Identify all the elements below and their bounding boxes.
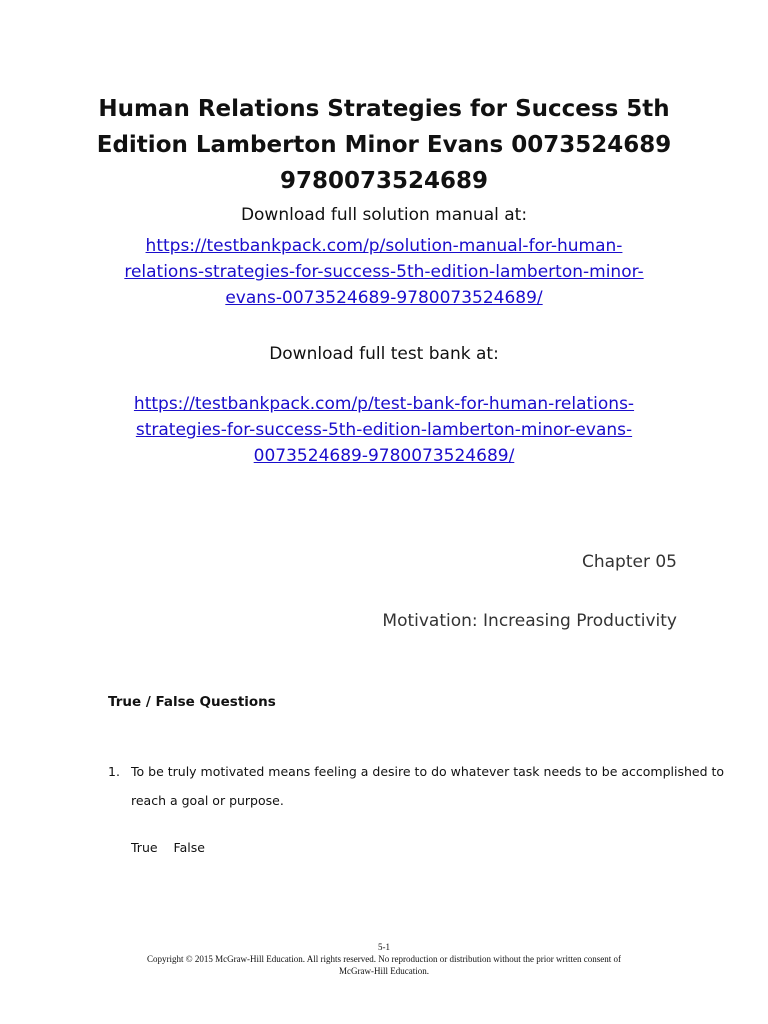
testbank-link-line[interactable]: 0073524689-9780073524689/: [253, 446, 515, 466]
test-bank-caption: Download full test bank at:: [269, 344, 499, 364]
option-true: True: [131, 840, 158, 855]
testbank-link-line[interactable]: strategies-for-success-5th-edition-lamberton-minor-evans-: [135, 420, 633, 440]
title-line: Human Relations Strategies for Success 5th: [98, 96, 670, 122]
chapter-title: Motivation: Increasing Productivity: [382, 611, 677, 631]
testbank-link-line[interactable]: https://testbankpack.com/p/test-bank-for-human-relations-: [133, 394, 635, 414]
solution-manual-caption: Download full solution manual at:: [240, 205, 528, 225]
page-footer: [60, 941, 708, 977]
solution-manual-link[interactable]: [60, 233, 708, 311]
document-title: [60, 91, 708, 199]
question-number: 1.: [108, 764, 120, 779]
solution-link-line[interactable]: relations-strategies-for-success-5th-edition-lamberton-minor-: [124, 262, 644, 282]
question-text-line: reach a goal or purpose.: [131, 793, 284, 808]
section-heading: True / False Questions: [108, 694, 276, 710]
option-false: False: [173, 840, 205, 855]
title-line: 9780073524689: [279, 168, 489, 194]
copyright-line: McGraw-Hill Education.: [339, 966, 429, 976]
title-line: Edition Lamberton Minor Evans 0073524689: [96, 132, 672, 158]
solution-link-line[interactable]: https://testbankpack.com/p/solution-manual-for-human-: [145, 236, 623, 256]
chapter-label: Chapter 05: [581, 552, 677, 572]
copyright-line: Copyright © 2015 McGraw-Hill Education. All rights reserved. No reproduction or distribution without the prior written consent of: [146, 954, 621, 964]
test-bank-link[interactable]: [60, 391, 708, 469]
page-number: 5-1: [378, 942, 390, 952]
question-text-line: To be truly motivated means feeling a desire to do whatever task needs to be accomplished to: [131, 764, 725, 779]
solution-link-line[interactable]: evans-0073524689-9780073524689/: [225, 288, 543, 308]
answer-options: [131, 840, 217, 855]
